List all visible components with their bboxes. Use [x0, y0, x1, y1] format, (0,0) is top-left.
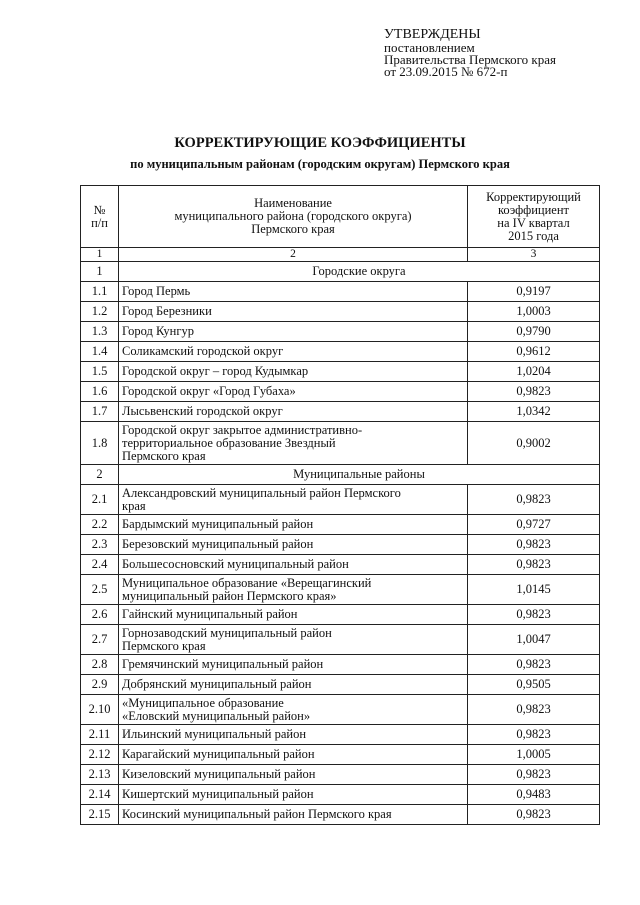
row-number: 2.1	[81, 485, 119, 515]
row-name: Городской округ закрытое административно- территориальное образование Звездный Пермского края	[119, 422, 468, 465]
row-value: 0,9002	[468, 422, 600, 465]
table-row	[81, 805, 600, 825]
row-value: 0,9823	[468, 805, 600, 825]
row-value: 1,0204	[468, 362, 600, 382]
row-name: Большесосновский муниципальный район	[119, 555, 468, 575]
row-number: 2.4	[81, 555, 119, 575]
header-coefficient: Корректирующий коэффициент на IV квартал 2015 года	[468, 186, 600, 248]
row-value: 0,9727	[468, 515, 600, 535]
row-value: 0,9483	[468, 785, 600, 805]
row-name: Добрянский муниципальный район	[119, 675, 468, 695]
row-name: Косинский муниципальный район Пермского края	[119, 805, 468, 825]
header-name: Наименование муниципального района (городского округа) Пермского края	[119, 186, 468, 248]
approval-line-2: Правительства Пермского края	[384, 52, 556, 67]
table-row	[81, 675, 600, 695]
row-number: 2.12	[81, 745, 119, 765]
table-row	[81, 402, 600, 422]
section-title: Городские округа	[119, 262, 600, 282]
row-value: 0,9823	[468, 725, 600, 745]
header-number: № п/п	[81, 186, 119, 248]
row-name: Город Березники	[119, 302, 468, 322]
table-header-row	[81, 186, 600, 248]
row-value: 1,0145	[468, 575, 600, 605]
section-number: 2	[81, 465, 119, 485]
table-row	[81, 485, 600, 515]
table-row	[81, 655, 600, 675]
row-value: 0,9505	[468, 675, 600, 695]
row-name: Городской округ «Город Губаха»	[119, 382, 468, 402]
row-name: Город Кунгур	[119, 322, 468, 342]
row-number: 2.7	[81, 625, 119, 655]
row-number: 2.14	[81, 785, 119, 805]
row-name: Муниципальное образование «Верещагинский муниципальный район Пермского края»	[119, 575, 468, 605]
table-row	[81, 342, 600, 362]
row-name: Соликамский городской округ	[119, 342, 468, 362]
row-number: 1.1	[81, 282, 119, 302]
row-value: 1,0003	[468, 302, 600, 322]
row-number: 2.6	[81, 605, 119, 625]
row-number: 2.2	[81, 515, 119, 535]
row-number: 1.6	[81, 382, 119, 402]
table-row	[81, 515, 600, 535]
row-name: Гайнский муниципальный район	[119, 605, 468, 625]
row-value: 0,9823	[468, 382, 600, 402]
row-value: 0,9823	[468, 535, 600, 555]
coefficients-table	[80, 185, 600, 825]
row-value: 0,9823	[468, 655, 600, 675]
row-name: Карагайский муниципальный район	[119, 745, 468, 765]
row-value: 0,9823	[468, 485, 600, 515]
row-name: Горнозаводский муниципальный район Пермского края	[119, 625, 468, 655]
row-number: 1.4	[81, 342, 119, 362]
approval-heading: УТВЕРЖДЕНЫ	[384, 27, 481, 42]
row-name: Город Пермь	[119, 282, 468, 302]
section-title: Муниципальные районы	[119, 465, 600, 485]
row-value: 1,0342	[468, 402, 600, 422]
table-row	[81, 422, 600, 465]
row-number: 2.5	[81, 575, 119, 605]
row-value: 0,9823	[468, 555, 600, 575]
row-number: 1.8	[81, 422, 119, 465]
approval-line-1: постановлением	[384, 40, 475, 55]
row-name: Березовский муниципальный район	[119, 535, 468, 555]
table-row	[81, 575, 600, 605]
table-row	[81, 765, 600, 785]
column-index: 1	[81, 248, 119, 262]
row-value: 0,9823	[468, 695, 600, 725]
row-number: 2.3	[81, 535, 119, 555]
row-value: 1,0005	[468, 745, 600, 765]
row-name: Бардымский муниципальный район	[119, 515, 468, 535]
column-index: 2	[119, 248, 468, 262]
row-number: 1.5	[81, 362, 119, 382]
row-number: 1.2	[81, 302, 119, 322]
row-value: 0,9823	[468, 765, 600, 785]
table-row	[81, 302, 600, 322]
row-name: Гремячинский муниципальный район	[119, 655, 468, 675]
row-number: 2.15	[81, 805, 119, 825]
table-row	[81, 555, 600, 575]
column-index-row	[81, 248, 600, 262]
table-row	[81, 605, 600, 625]
row-number: 2.8	[81, 655, 119, 675]
row-name: Кишертский муниципальный район	[119, 785, 468, 805]
approval-line-3: от 23.09.2015 № 672-п	[384, 64, 508, 79]
section-row-city-districts	[81, 262, 600, 282]
section-row-municipal-districts	[81, 465, 600, 485]
row-name: Кизеловский муниципальный район	[119, 765, 468, 785]
row-value: 0,9790	[468, 322, 600, 342]
column-index: 3	[468, 248, 600, 262]
table-row	[81, 322, 600, 342]
row-name: «Муниципальное образование «Еловский муниципальный район»	[119, 695, 468, 725]
row-number: 2.9	[81, 675, 119, 695]
row-value: 1,0047	[468, 625, 600, 655]
table-row	[81, 382, 600, 402]
table-row	[81, 785, 600, 805]
table-row	[81, 625, 600, 655]
table-row	[81, 362, 600, 382]
row-name: Городской округ – город Кудымкар	[119, 362, 468, 382]
row-number: 2.11	[81, 725, 119, 745]
row-value: 0,9823	[468, 605, 600, 625]
row-number: 1.3	[81, 322, 119, 342]
table-row	[81, 725, 600, 745]
row-value: 0,9612	[468, 342, 600, 362]
row-number: 2.13	[81, 765, 119, 785]
table-row	[81, 745, 600, 765]
row-name: Ильинский муниципальный район	[119, 725, 468, 745]
approval-block	[384, 27, 556, 78]
document-subtitle: по муниципальным районам (городским округам) Пермского края	[130, 157, 510, 171]
table-row	[81, 282, 600, 302]
table-row	[81, 695, 600, 725]
row-number: 2.10	[81, 695, 119, 725]
section-number: 1	[81, 262, 119, 282]
row-value: 0,9197	[468, 282, 600, 302]
row-number: 1.7	[81, 402, 119, 422]
table-row	[81, 535, 600, 555]
document-title: КОРРЕКТИРУЮЩИЕ КОЭФФИЦИЕНТЫ	[174, 135, 466, 151]
row-name: Александровский муниципальный район Пермского края	[119, 485, 468, 515]
row-name: Лысьвенский городской округ	[119, 402, 468, 422]
